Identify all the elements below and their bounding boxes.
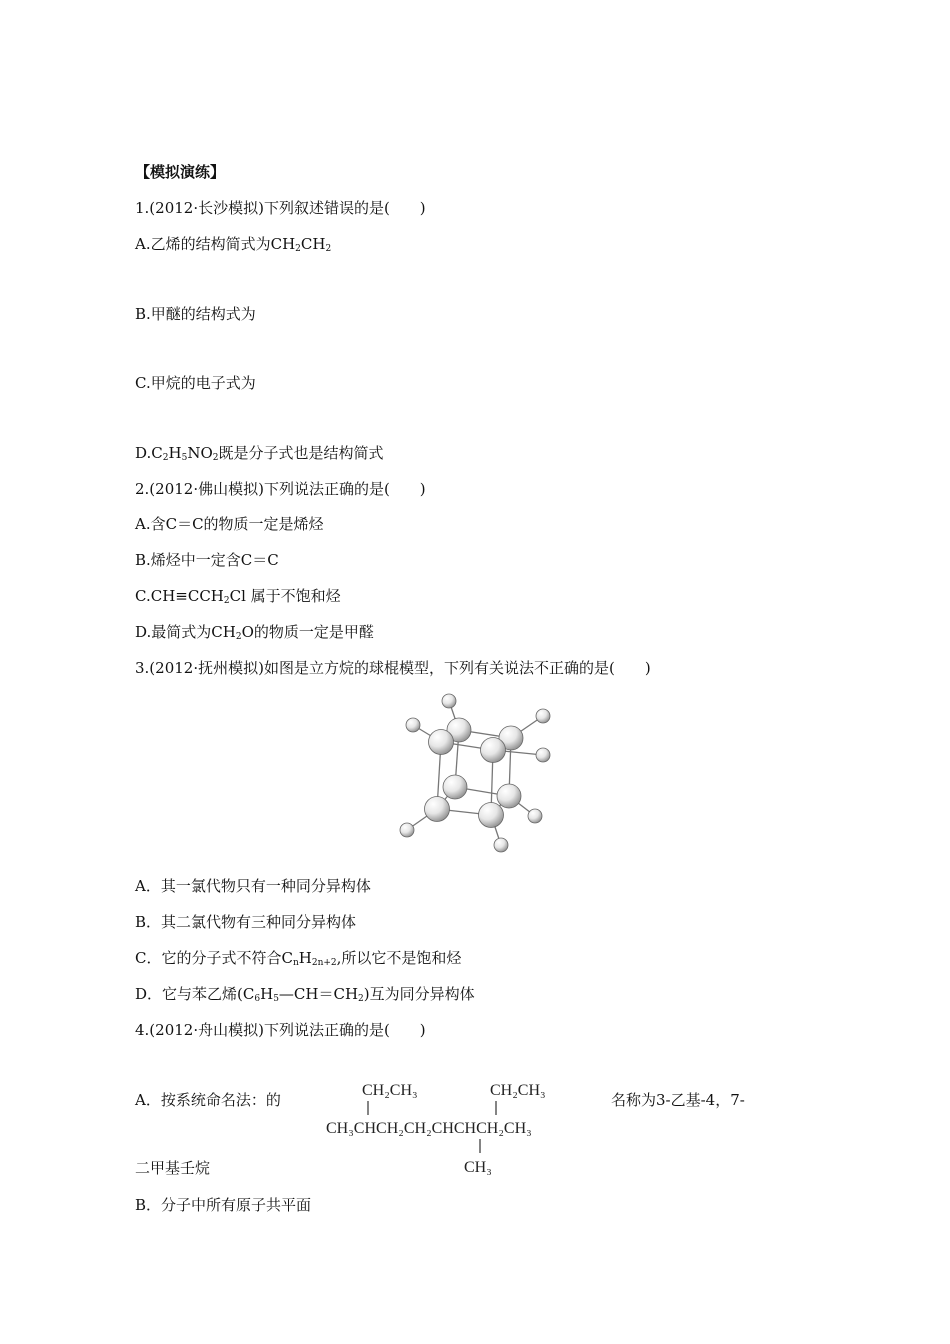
question-2-option-b: B.烯烃中一定含C＝C xyxy=(135,551,279,569)
question-1-option-b: B.甲醚的结构式为 xyxy=(135,305,256,323)
section-title: 【模拟演练】 xyxy=(135,163,226,181)
question-2-option-c: $C.CH\equiv CCH_2Cl$ 属于不饱和烃 xyxy=(135,587,341,606)
cubane-ball-stick-model xyxy=(395,685,555,860)
branch-ethyl-1: CH₂CH₃ xyxy=(362,1082,418,1099)
question-3-option-c: C．它的分子式不符合$C_nH_{2n+2}$,所以它不是饱和烃 xyxy=(135,949,462,968)
question-3-option-d: D．它与苯乙烯$(C_6H_5—CH=CH_2)$互为同分异构体 xyxy=(135,985,475,1004)
question-3-option-a: A．其一氯代物只有一种同分异构体 xyxy=(135,877,371,895)
question-1-option-a: A.乙烯的结构简式为$CH_2CH_2$ xyxy=(135,235,332,254)
question-1-stem: 1.(2012·长沙模拟)下列叙述错误的是( ) xyxy=(135,199,426,217)
question-1-option-d: $D.C_2H_5NO_2$既是分子式也是结构简式 xyxy=(135,444,384,463)
question-2-stem: 2.(2012·佛山模拟)下列说法正确的是( ) xyxy=(135,480,426,498)
question-4-option-a-continued: 二甲基壬烷 xyxy=(135,1159,211,1177)
question-4-option-a-prefix: A．按系统命名法：的 xyxy=(135,1091,281,1109)
question-2-option-a: A.含C＝C的物质一定是烯烃 xyxy=(135,515,324,533)
branch-ethyl-2: CH₂CH₃ xyxy=(490,1082,546,1099)
question-4-option-a-suffix: 名称为3-乙基-4，7- xyxy=(611,1091,745,1109)
question-3-stem: 3.(2012·抚州模拟)如图是立方烷的球棍模型，下列有关说法不正确的是( ) xyxy=(135,659,651,677)
branch-methyl: CH₃ xyxy=(464,1159,492,1176)
question-1-option-c: C.甲烷的电子式为 xyxy=(135,374,256,392)
structural-formula xyxy=(322,1074,602,1178)
question-2-option-d: D.最简式为$CH_2O$的物质一定是甲醛 xyxy=(135,623,374,642)
question-4-stem: 4.(2012·舟山模拟)下列说法正确的是( ) xyxy=(135,1021,426,1039)
question-3-option-b: B．其二氯代物有三种同分异构体 xyxy=(135,913,357,931)
main-chain: CH₃CHCH₂CH₂CHCHCH₂CH₃ xyxy=(326,1120,532,1137)
question-4-option-b: B．分子中所有原子共平面 xyxy=(135,1196,312,1214)
